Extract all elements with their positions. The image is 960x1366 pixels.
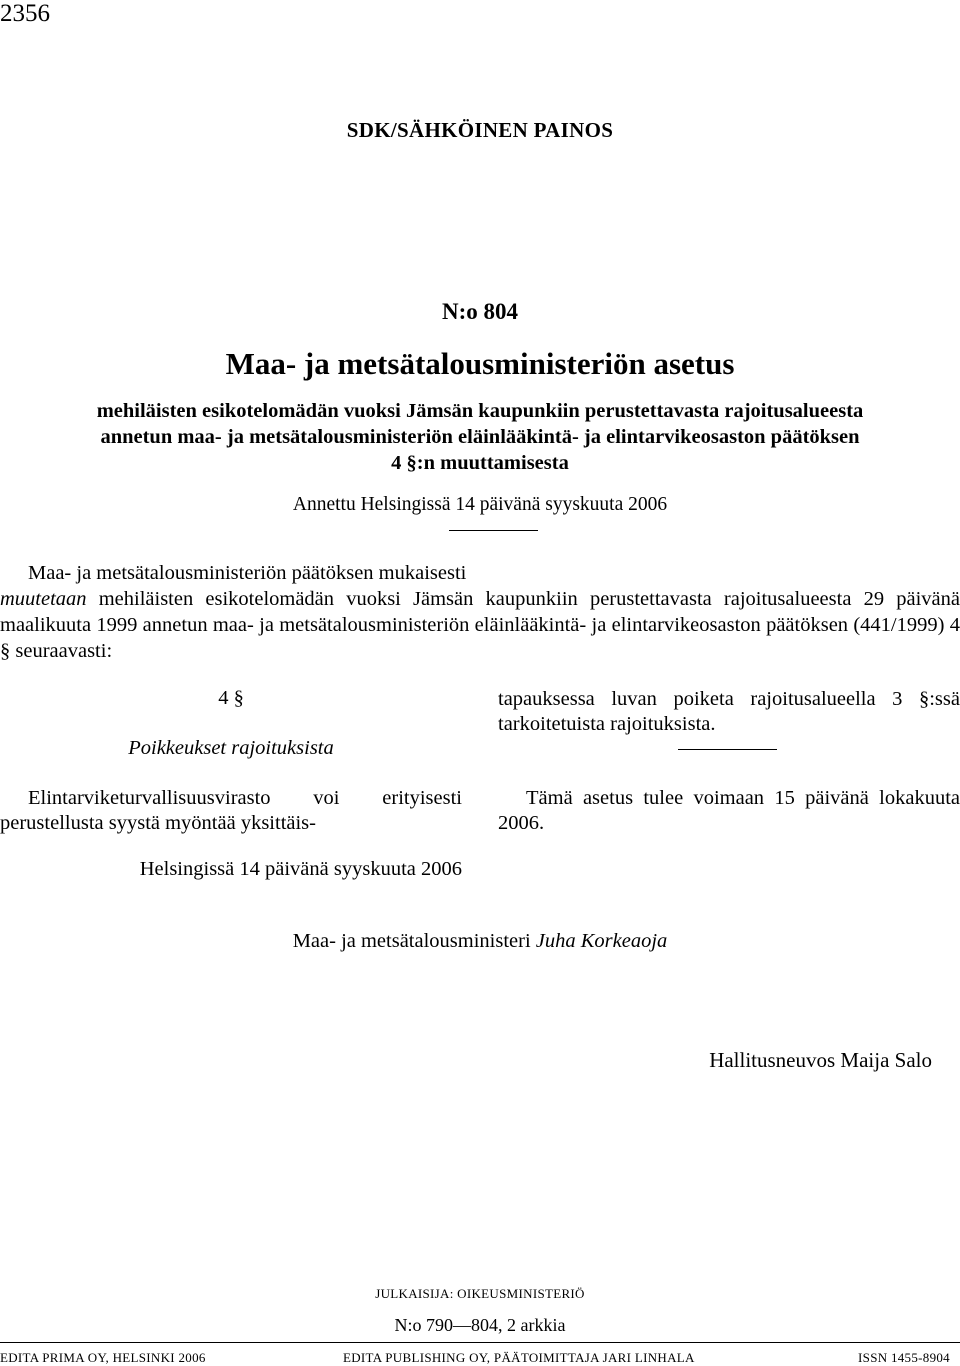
minister-signature <box>0 930 960 953</box>
entry-into-force <box>498 786 960 836</box>
section-continuation: tapauksessa luvan poiketa rajoitusalueella 3 §:ssä tarkoitetuista rajoituksista. <box>498 688 960 735</box>
title-divider <box>449 530 538 531</box>
page-number: 2356 <box>0 0 50 27</box>
section-body <box>0 786 462 836</box>
series-header: SDK/SÄHKÖINEN PAINOS <box>346 118 614 142</box>
intro-paragraph <box>0 560 960 664</box>
minister-title: Maa- ja metsätalousministeri <box>292 930 531 952</box>
printer-line: EDITA PRIMA OY, HELSINKI 2006 <box>0 1350 206 1365</box>
act-number: N:o 804 <box>441 299 519 324</box>
minister-name: Juha Korkeaoja <box>535 930 668 952</box>
intro-line: Maa- ja metsätalousministeriön päätöksen mukaisesti <box>28 562 467 584</box>
act-subject-line: mehiläisten esikotelomädän vuoksi Jämsän kaupunkiin perustettavasta rajoitusalueesta <box>96 400 864 422</box>
given-date: Annettu Helsingissä 14 päivänä syyskuuta 2006 <box>292 494 668 515</box>
section-divider <box>678 749 777 750</box>
issn-line: ISSN 1455-8904 <box>858 1350 950 1365</box>
act-subject-line: 4 §:n muuttamisesta <box>391 452 569 474</box>
section-number: 4 § <box>218 687 244 709</box>
entry-into-force-text: Tämä asetus tulee voimaan 15 päivänä lokakuuta 2006. <box>498 787 960 834</box>
intro-body <box>0 586 960 664</box>
act-title: Maa- ja metsätalousministeriön asetus <box>225 346 735 381</box>
publisher-line: JULKAISIJA: OIKEUSMINISTERIÖ <box>375 1286 585 1301</box>
act-subject-line: annetun maa- ja metsätalousministeriön eläinlääkintä- ja elintarvikeosaston päätöksen <box>100 426 860 448</box>
footer-divider <box>0 1342 960 1343</box>
intro-verb: muutetaan <box>0 588 87 610</box>
issue-line: N:o 790—804, 2 arkkia <box>394 1315 566 1335</box>
intro-rest: mehiläisten esikotelomädän vuoksi Jämsän kaupunkiin perustettavasta rajoitusalueesta 29 päivänä maalikuuta 1999 annetun maa- ja metsätalousministeriön eläinlääkintä- ja elintarvikeosaston päätöksen (441/1999) 4 § seuraavasti: <box>0 588 960 662</box>
official-signature: Hallitusneuvos Maija Salo <box>709 1048 932 1072</box>
signature-place-date: Helsingissä 14 päivänä syyskuuta 2006 <box>139 858 462 880</box>
section-body-text: Elintarviketurvallisuusvirasto voi erityisesti perustellusta syystä myöntää yksittäis- <box>0 787 462 834</box>
act-subject <box>0 398 960 476</box>
section-heading: Poikkeukset rajoituksista <box>128 737 334 759</box>
publishing-line: EDITA PUBLISHING OY, PÄÄTOIMITTAJA JARI LINHALA <box>343 1350 695 1365</box>
